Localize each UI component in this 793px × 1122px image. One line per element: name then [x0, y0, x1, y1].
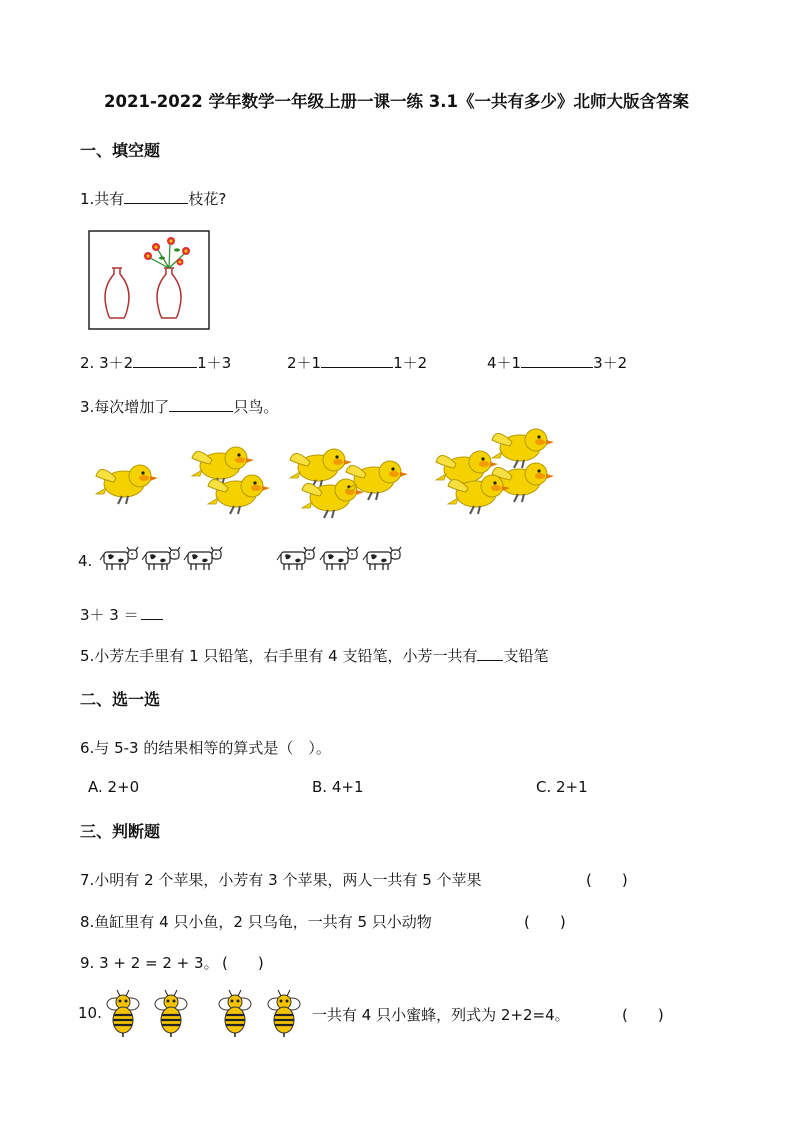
q3-suffix: 只鸟。	[233, 398, 279, 416]
question-7: 7.小明有 2 个苹果，小芳有 3 个苹果，两人一共有 5 个苹果	[80, 871, 482, 889]
option-b[interactable]: B. 4+1	[312, 778, 364, 796]
question-6: 6.与 5-3 的结果相等的算式是（ ）。	[80, 739, 331, 757]
bee-icon	[219, 990, 251, 1037]
q9-answer-paren[interactable]: ( )	[222, 954, 264, 972]
section-heading-fill: 一、填空题	[80, 141, 161, 160]
bee-icon	[155, 990, 187, 1037]
q1-suffix: 枝花?	[188, 190, 227, 208]
question-8: 8.鱼缸里有 4 只小鱼，2 只乌龟，一共有 5 只小动物	[80, 913, 432, 931]
q2-c-right: 3＋2	[593, 354, 628, 372]
q7-answer-paren[interactable]: ( )	[586, 871, 628, 889]
question-10: 一共有 4 只小蜜蜂，列式为 2+2=4。	[312, 1006, 570, 1024]
question-10-label: 10.	[78, 1004, 102, 1022]
bee-icon	[107, 990, 139, 1037]
question-4-label: 4.	[78, 552, 93, 570]
q5-suffix: 支铅笔	[503, 647, 549, 665]
q2-c-left: 4＋1	[487, 354, 522, 372]
bee-icon	[268, 990, 300, 1037]
section-heading-choose: 二、选一选	[80, 690, 161, 709]
option-c[interactable]: C. 2+1	[536, 778, 588, 796]
page-title: 2021-2022 学年数学一年级上册一课一练 3.1《一共有多少》北师大版含答案	[104, 92, 689, 111]
question-9: 9. 3 + 2 = 2 + 3。	[80, 954, 219, 972]
option-a[interactable]: A. 2+0	[88, 778, 140, 796]
q1-prefix: 1.共有	[80, 190, 125, 208]
q2-b-left: 2＋1	[287, 354, 322, 372]
q5-text: 5.小芳左手里有 1 只铅笔，右手里有 4 支铅笔，小芳一共有	[80, 647, 478, 665]
q2-a-right: 1＋3	[197, 354, 232, 372]
q4-eq-text: 3＋ 3 ＝	[80, 606, 139, 624]
q2-a-left: 2. 3＋2	[80, 354, 134, 372]
q2-b-right: 1＋2	[393, 354, 428, 372]
q10-answer-paren[interactable]: ( )	[622, 1006, 664, 1024]
q3-prefix: 3.每次增加了	[80, 398, 170, 416]
q8-answer-paren[interactable]: ( )	[524, 913, 566, 931]
section-heading-judge: 三、判断题	[80, 822, 161, 841]
